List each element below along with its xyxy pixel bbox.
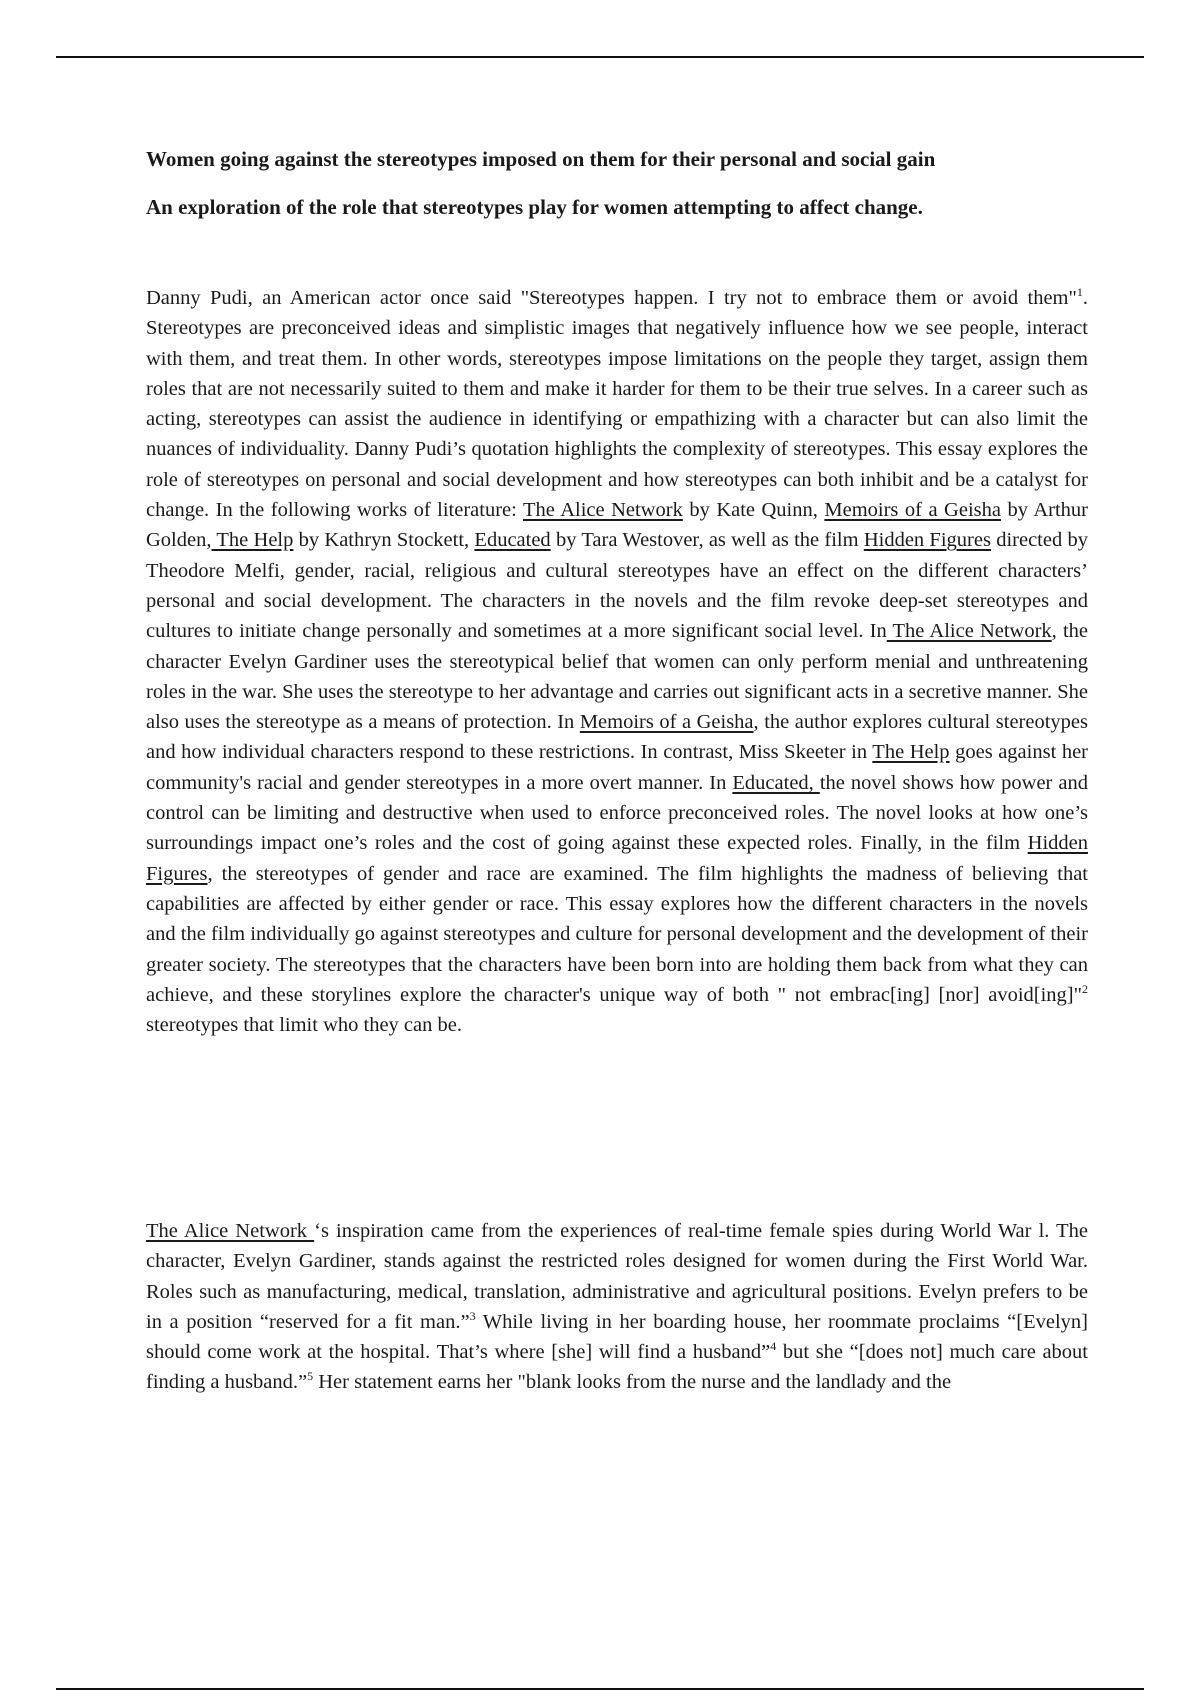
footnote-marker: 2 bbox=[1082, 981, 1088, 996]
work-title-memoirs-of-a-geisha: Memoirs of a Geisha bbox=[579, 711, 754, 734]
work-title-hidden-figures: Hidden Figures bbox=[863, 529, 991, 552]
text-run: While living in her boarding house, her roommate proclaims “[Evelyn] should come work at the hospital. That’s where [she] will find a husband” bbox=[146, 1310, 1088, 1364]
alice-network-paragraph bbox=[146, 1216, 1088, 1398]
work-title-memoirs-of-a-geisha: Memoirs of a Geisha bbox=[824, 499, 1001, 522]
text-run: , the author explores cultural stereotypes and how individual characters respond to these restrictions. In contrast, Miss Skeeter in bbox=[146, 711, 1089, 764]
text-run: Her statement earns her "blank looks from the nurse and the landlady and the bbox=[313, 1371, 952, 1394]
text-run: by Kate Quinn, bbox=[682, 499, 825, 522]
text-run: goes against her community's racial and gender stereotypes in a more overt manner. In bbox=[146, 741, 1088, 794]
text-run: by Kathryn Stockett, bbox=[293, 529, 475, 552]
text-run: directed by Theodore Melfi, gender, racial, religious and cultural stereotypes have an effect on the different characters’ personal and social development. The characters in the novels and the film revoke deep-set stereotypes and cultures to initiate change personally and sometimes at a more significant social level. In bbox=[146, 529, 1088, 643]
text-run: , the stereotypes of gender and race are examined. The film highlights the madness of believing that capabilities are affected by either gender or race. This essay explores how the different characters in the novels and the film individually go against stereotypes and culture for personal development and the development of their greater society. The stereotypes that the characters have been born into are holding them back from what they can achieve, and these storylines explore the character's unique way of both " not embrac[ing] [nor] avoid[ing]" bbox=[146, 862, 1088, 1006]
footnote-marker: 4 bbox=[770, 1339, 777, 1354]
footnote-marker: 1 bbox=[1076, 285, 1083, 299]
work-title-alice-network: The Alice Network bbox=[146, 1220, 315, 1242]
work-title-alice-network: The Alice Network bbox=[886, 620, 1052, 643]
work-title-the-help: The Help bbox=[211, 529, 294, 552]
work-title-alice-network: The Alice Network bbox=[522, 499, 683, 522]
text-run: , the character Evelyn Gardiner uses the stereotypical belief that women can only perform menial and unthreatening roles in the war. She uses the stereotype to her advantage and carries out significant acts in a secretive manner. She also uses the stereotype as a means of protection. In bbox=[146, 620, 1088, 734]
text-run: the novel shows how power and control can be limiting and destructive when used to enforce preconceived roles. The novel looks at how one’s surroundings impact one’s roles and the cost of going against these expected roles. Finally, in the film bbox=[146, 771, 1089, 855]
text-run: ‘s inspiration came from the experiences of real-time female spies during World War l. The character, Evelyn Gardiner, stands against the restricted roles designed for women during the First World War. Roles such as manufacturing, medical, translation, administrative and agricultural positions. Evelyn prefers to be in a position “reserved for a fit man.” bbox=[146, 1220, 1088, 1333]
text-run: by Tara Westover, as well as the film bbox=[550, 529, 864, 552]
text-run: stereotypes that limit who they can be. bbox=[146, 1014, 462, 1037]
footer-rule bbox=[56, 1688, 1144, 1690]
essay-subtitle: An exploration of the role that stereotypes play for women attempting to affect change. bbox=[146, 195, 923, 219]
work-title-educated: Educated bbox=[474, 529, 551, 552]
text-run: . Stereotypes are preconceived ideas and simplistic images that negatively influence how we see people, interact with them, and treat them. In other words, stereotypes impose limitations on the people they target, assign them roles that are not necessarily suited to them and make it harder for them to be their true selves. In a career such as acting, stereotypes can assist the audience in identifying or empathizing with a character but can also limit the nuances of individuality. Danny Pudi’s quotation highlights the complexity of stereotypes. This essay explores the role of stereotypes on personal and social development and how stereotypes can both inhibit and be a catalyst for change. In the following works of literature: bbox=[146, 287, 1088, 522]
work-title-the-help: The Help bbox=[872, 741, 950, 764]
essay-title: Women going against the stereotypes imposed on them for their personal and social gain bbox=[146, 147, 936, 171]
text-run: but she “[does not] much care about finding a husband.” bbox=[146, 1341, 1088, 1394]
footnote-marker: 3 bbox=[469, 1308, 476, 1323]
text-run: Danny Pudi, an American actor once said "Stereotypes happen. I try not to embrace them or avoid them" bbox=[146, 287, 1077, 309]
text-run: by Arthur Golden, bbox=[146, 499, 1088, 552]
footnote-marker: 5 bbox=[307, 1369, 314, 1384]
header-rule bbox=[56, 56, 1144, 58]
work-title-hidden-figures: Hidden Figures bbox=[146, 832, 1088, 885]
introduction-paragraph bbox=[146, 283, 1088, 1040]
work-title-educated: Educated, bbox=[732, 771, 820, 794]
